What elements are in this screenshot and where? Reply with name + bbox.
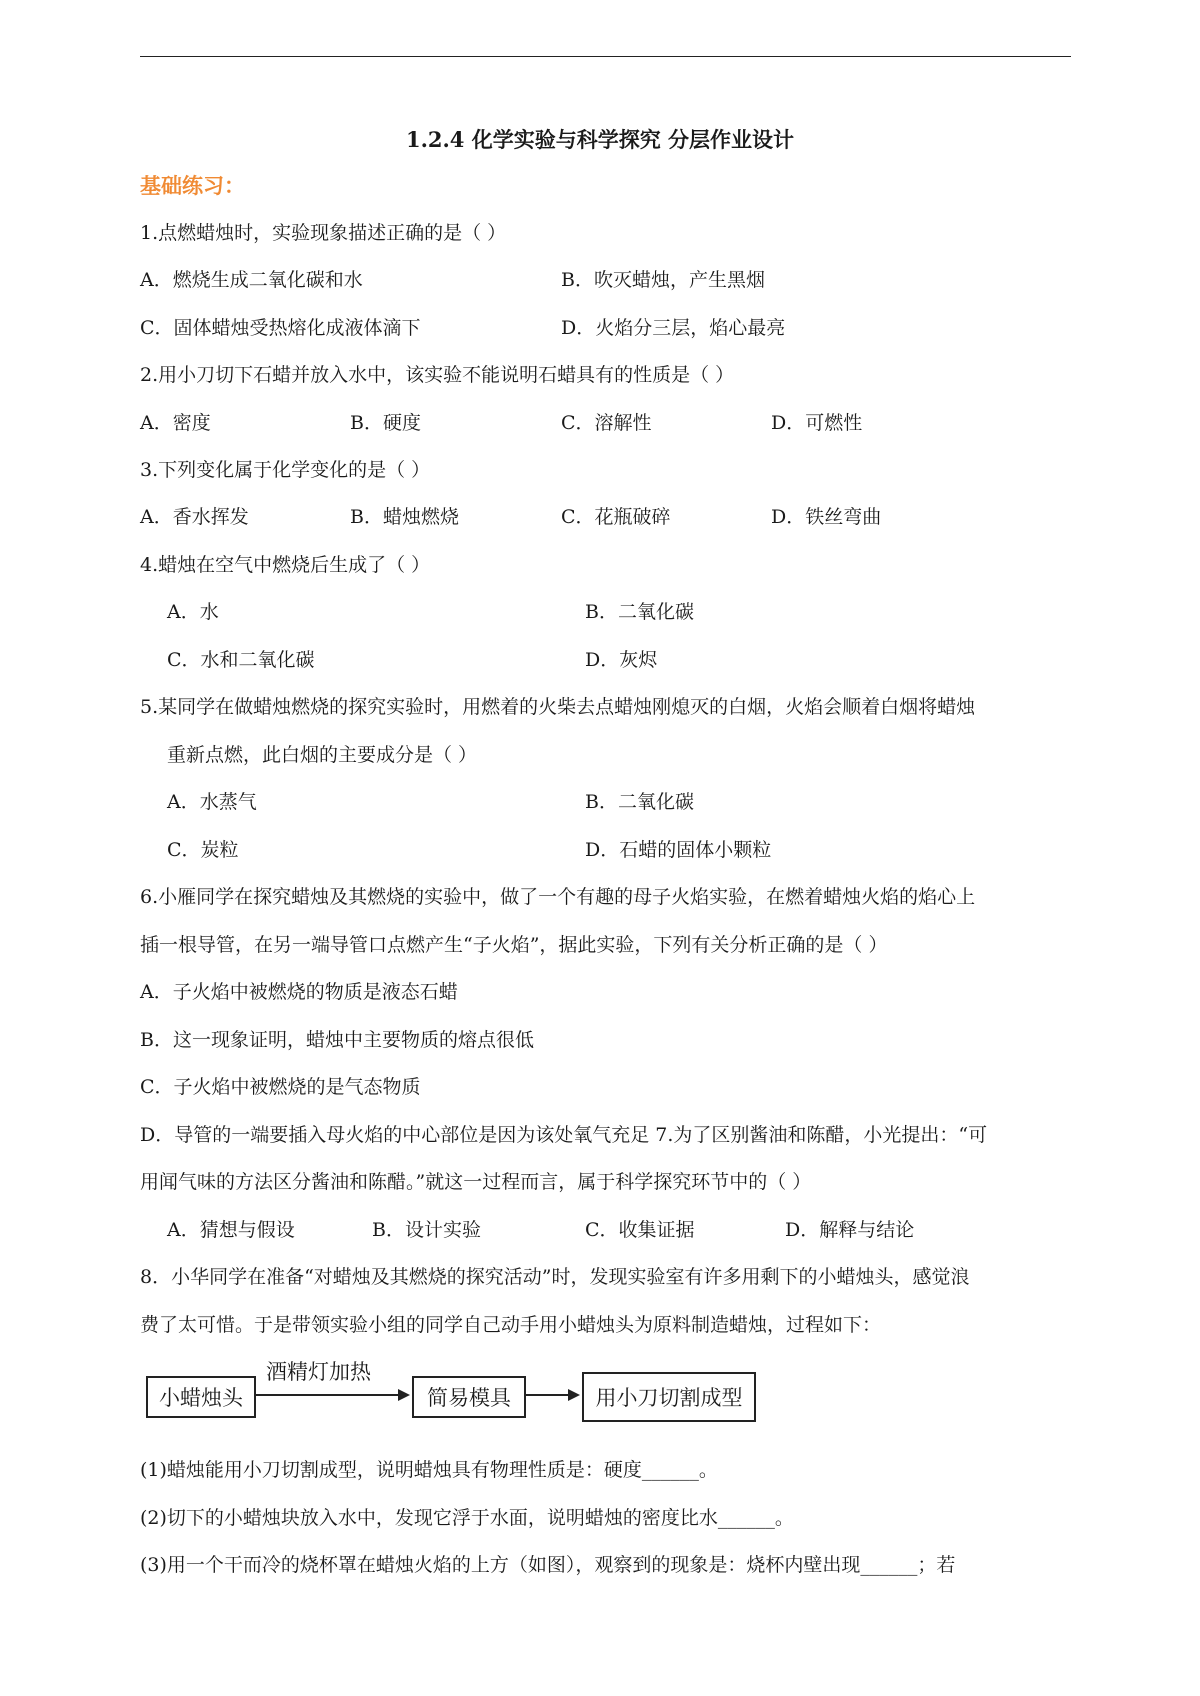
question-2-stem: 2.用小刀切下石蜡并放入水中，该实验不能说明石蜡具有的性质是（ ） [140, 364, 735, 386]
question-1-option-b: B．吹灭蜡烛，产生黑烟 [561, 269, 765, 291]
question-8-sub-2: (2)切下的小蜡烛块放入水中，发现它浮于水面，说明蜡烛的密度比水______。 [140, 1507, 794, 1529]
question-2-option-d: D．可燃性 [771, 412, 863, 434]
question-1-stem: 1.点燃蜡烛时，实验现象描述正确的是（ ） [140, 222, 507, 244]
question-4-stem: 4.蜡烛在空气中燃烧后生成了（ ） [140, 554, 431, 576]
question-2-option-c: C．溶解性 [561, 412, 652, 434]
section-heading: 基础练习： [140, 174, 245, 198]
question-6-stem-line-2: 插一根导管，在另一端导管口点燃产生“子火焰”，据此实验，下列有关分析正确的是（ ） [140, 934, 888, 956]
question-4-option-d: D．灰烬 [585, 649, 658, 671]
flow-arrow-1-head [398, 1389, 410, 1401]
question-7-option-a: A．猜想与假设 [167, 1219, 295, 1241]
question-1-option-a: A．燃烧生成二氧化碳和水 [140, 269, 363, 291]
question-7-option-b: B．设计实验 [372, 1219, 481, 1241]
question-3-option-b: B．蜡烛燃烧 [350, 506, 459, 528]
question-3-option-d: D．铁丝弯曲 [771, 506, 882, 528]
question-6-option-c: C．子火焰中被燃烧的是气态物质 [140, 1076, 421, 1098]
question-3-option-a: A．香水挥发 [140, 506, 249, 528]
question-6-option-d: D．导管的一端要插入母火焰的中心部位是因为该处氧气充足 7.为了区别酱油和陈醋，小光提出：“可 [140, 1124, 988, 1146]
question-5-option-a: A．水蒸气 [167, 791, 257, 813]
question-5-stem-line-2: 重新点燃，此白烟的主要成分是（ ） [167, 744, 478, 766]
question-6-stem-line-1: 6.小雁同学在探究蜡烛及其燃烧的实验中，做了一个有趣的母子火焰实验，在燃着蜡烛火焰的焰心上 [140, 886, 976, 908]
question-7-option-c: C．收集证据 [585, 1219, 695, 1241]
question-7-stem: 用闻气味的方法区分酱油和陈醋。”就这一过程而言，属于科学探究环节中的（ ） [140, 1171, 812, 1193]
question-1-option-c: C．固体蜡烛受热熔化成液体滴下 [140, 317, 421, 339]
question-5-option-d: D．石蜡的固体小颗粒 [585, 839, 772, 861]
flow-arrow-label: 酒精灯加热 [266, 1360, 371, 1384]
question-8-stem-line-2: 费了太可惜。于是带领实验小组的同学自己动手用小蜡烛头为原料制造蜡烛，过程如下： [140, 1314, 882, 1336]
flow-box-cut-to-shape: 用小刀切割成型 [582, 1372, 756, 1422]
question-5-option-c: C．炭粒 [167, 839, 239, 861]
flow-box-candle-stubs: 小蜡烛头 [146, 1376, 256, 1418]
question-8-sub-3: (3)用一个干而冷的烧杯罩在蜡烛火焰的上方（如图），观察到的现象是：烧杯内壁出现______；若 [140, 1554, 956, 1576]
question-7-option-d: D．解释与结论 [785, 1219, 915, 1241]
question-6-option-a: A．子火焰中被燃烧的物质是液态石蜡 [140, 981, 458, 1003]
question-3-stem: 3.下列变化属于化学变化的是（ ） [140, 459, 431, 481]
process-flow-diagram [140, 1360, 760, 1430]
question-8-stem-line-1: 8．小华同学在准备“对蜡烛及其燃烧的探究活动”时，发现实验室有许多用剩下的小蜡烛头，感觉浪 [140, 1266, 970, 1288]
question-5-stem-line-1: 5.某同学在做蜡烛燃烧的探究实验时，用燃着的火柴去点蜡烛刚熄灭的白烟，火焰会顺着白烟将蜡烛 [140, 696, 976, 718]
question-2-option-a: A．密度 [140, 412, 211, 434]
question-4-option-a: A．水 [167, 601, 219, 623]
question-2-option-b: B．硬度 [350, 412, 421, 434]
question-5-option-b: B．二氧化碳 [585, 791, 694, 813]
question-4-option-b: B．二氧化碳 [585, 601, 694, 623]
question-3-option-c: C．花瓶破碎 [561, 506, 671, 528]
flow-box-mold: 简易模具 [412, 1376, 526, 1418]
question-1-option-d: D．火焰分三层，焰心最亮 [561, 317, 786, 339]
question-8-sub-1: (1)蜡烛能用小刀切割成型，说明蜡烛具有物理性质是：硬度______。 [140, 1459, 718, 1481]
question-6-option-b: B．这一现象证明，蜡烛中主要物质的熔点很低 [140, 1029, 534, 1051]
question-4-option-c: C．水和二氧化碳 [167, 649, 315, 671]
header-rule [140, 56, 1071, 57]
page-title: 1.2.4 化学实验与科学探究 分层作业设计 [405, 127, 795, 152]
flow-arrow-2-head [568, 1389, 580, 1401]
